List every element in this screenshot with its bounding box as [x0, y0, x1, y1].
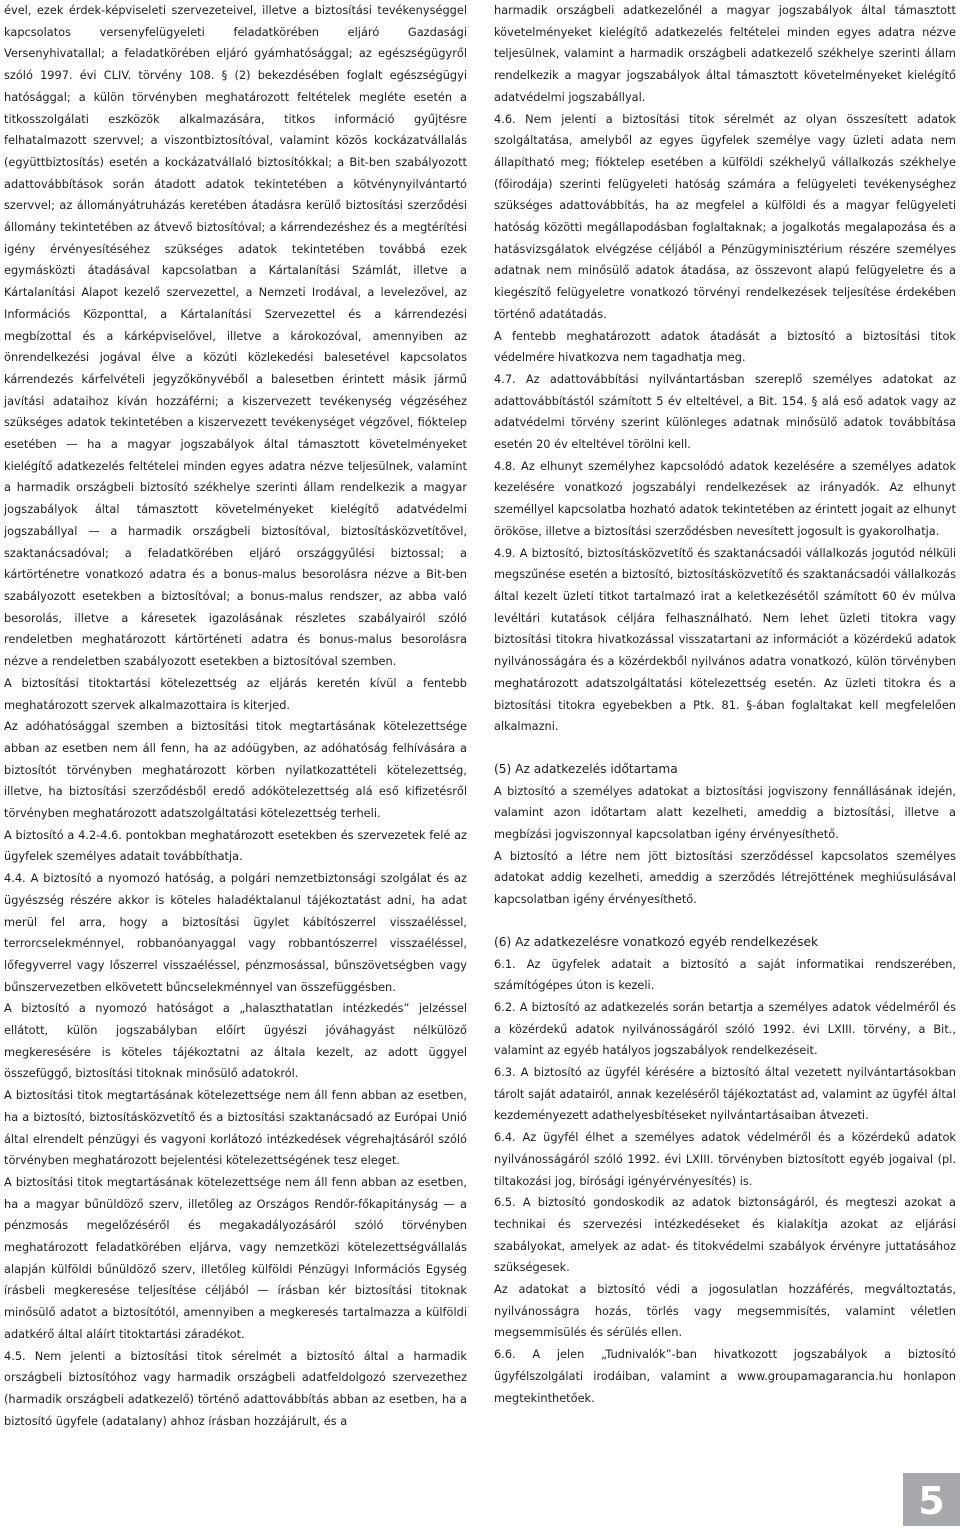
paragraph-money-laundering: A biztosítási titok megtartásának kötelezettsége nem áll fenn abban az esetben, ha a magyar bűnüldöző szerv, illetőleg az Országos Rendőr-főkapitányság — a pénzmosás megelőzéséről és megakadályozásáról szóló törvényben meghatározott feladatkörében eljárva, vagy nemzetközi kötelezettségvállalás alapján külföldi bűnüldöző szerv, illetőleg külföldi Pénzügyi Információs Egység írásbeli megkeresése teljesítése céljából — írásban kér biztosítási titoknak minősülő adatot a biztosítótól, amennyiben a megkeresés tartalmazza a külföldi adatkérő által aláírt titoktartási záradékot.	[4, 1174, 467, 1341]
paragraph-6-3: 6.3. A biztosító az ügyfél kérésére a biztosító által vezetett nyilvántartásokban tárolt saját adatairól, annak kezeléséről tájékoztatást ad, valamint az ügyfél által kezdeményezett adathelyesbítéseket nyilvántartásaiban átvezeti.	[494, 1065, 956, 1123]
paragraph-4-5: 4.5. Nem jelenti a biztosítási titok sérelmét a biztosító által a harmadik országbeli biztosítóhoz vagy harmadik országbeli adatfeldolgozó szervezethez (harmadik országbeli adatkezelő) történő adattovábbítás abban az esetben, ha a biztosító ügyfele (adatalany) ahhoz írásban hozzájárult, és a	[4, 1348, 467, 1428]
right-column	[494, 0, 956, 1409]
paragraph-4-7: 4.7. Az adattovábbítási nyilvántartásban szereplő személyes adatokat az adattovábbítástól számított 5 év elteltével, a Bit. 154. § alá eső adatok vagy az adatvédelmi törvény szerint különleges adatnak minősülő adatok továbbítása esetén 20 év elteltével törölni kell.	[494, 371, 956, 452]
paragraph-4-6: 4.6. Nem jelenti a biztosítási titok sérelmét az olyan összesített adatok szolgáltatása, amelyből az egyes ügyfelek személye vagy üzleti adata nem állapítható meg; fióktelep esetében a külföldi székhelyű vállalkozás székhelye (főirodája) szerinti felügyeleti hatóság számára a felügyeleti tevékenységhez szükséges adattovábbítás, ha az megfelel a külföldi és a magyar felügyeleti hatóság közötti megállapodásban foglaltaknak; a jogalkotás megalapozása és a hatásvizsgálatok elvégzése céljából a Pénzügyminisztérium részére személyes adatnak nem minősülő adatok átadása, az összevont alapú felügyeletre és a kiegészítő felügyeletre vonatkozó törvényi rendelkezések teljesítése érdekében történő adatátadás.	[494, 111, 956, 321]
paragraph-6-5: 6.5. A biztosító gondoskodik az adatok biztonságáról, és megteszi azokat a technikai és szervezési intézkedéseket és kialakítja azokat az eljárási szabályokat, amelyek az adat- és titokvédelmi szabályok érvényre juttatásához szükségesek.	[494, 1195, 956, 1275]
paragraph-6-2: 6.2. A biztosító az adatkezelés során betartja a személyes adatok védelméről és a közérdekű adatok nyilvánosságáról szóló 1992. évi LXIII. törvény, a Bit., valamint az egyéb hatályos jogszabályok rendelkezéseit.	[494, 999, 956, 1058]
section-heading-retention: (5) Az adatkezelés időtartama	[494, 761, 678, 776]
paragraph-tax-authority: Az adóhatósággal szemben a biztosítási titok megtartásának kötelezettsége abban az esetben nem áll fenn, ha az adóügyben, az adóhatóság felhívására a biztosítót törvényben meghatározott körben nyilatkozattételi kötelezettség, illetve, ha biztosítási szerződésből eredő adókötelezettség alá eső kifizetésről törvényben meghatározott adatszolgáltatási kötelezettség terheli.	[4, 719, 467, 821]
paragraph-6-6: 6.6. A jelen „Tudnivalók”-ban hivatkozott jogszabályok a biztosító ügyfélszolgálati irodáiban, valamint a www.groupamagarancia.hu honlapon megtekinthetőek.	[494, 1347, 956, 1405]
paragraph-no-refusal: A fentebb meghatározott adatok átadását a biztosító a biztosítási titok védelmére hivatkozva nem tagadhatja meg.	[494, 328, 956, 365]
paragraph-retention-1: A biztosító a személyes adatokat a biztosítási jogviszony fennállásának idején, valamint azon időtartam alatt kezelheti, ameddig a biztosítási, illetve a megbízási jogviszonnyal kapcsolatban igény érvényesíthető.	[494, 783, 956, 842]
paragraph-6-4: 6.4. Az ügyfél élhet a személyes adatok védelméről és a közérdekű adatok nyilvánosságáról szóló 1992. évi LXIII. törvényben biztosított egyéb jogaival (pl. tiltakozási jog, bírósági igényérvényesítés) is.	[494, 1130, 956, 1188]
paragraph-data-protection: Az adatokat a biztosító védi a jogosulatlan hozzáférés, megváltoztatás, nyilvánosságra hozás, törlés vagy megsemmisítés, valamint véletlen megsemmisülés és sérülés ellen.	[494, 1282, 956, 1340]
paragraph-eu-restrictions: A biztosítási titok megtartásának kötelezettsége nem áll fenn abban az esetben, ha a biztosító, biztosításközvetítő és a biztosítási szaktanácsadó az Európai Unió által elrendelt pénzügyi és vagyoni korlátozó intézkedések végrehajtásáról szóló törvényben meghatározott bejelentési kötelezettségének tesz eleget.	[4, 1088, 467, 1168]
paragraph-4-9: 4.9. A biztosító, biztosításközvetítő és szaktanácsadói vállalkozás jogutód nélküli megszűnése esetén a biztosító, biztosításközvetítő és szaktanácsadói vállalkozás által kezelt üzleti titkot tartalmazó irat a keletkezésétől számított 60 év múlva levéltári kutatások céljára felhasználható. Nem lehet üzleti titokra vagy biztosítási titokra hivatkozással visszatartani az információt a közérdekű adatok nyilvánosságára és a közérdekből nyilvános adatra vonatkozó, külön törvényben meghatározott adatszolgáltatási kötelezettség esetén. Az üzleti titokra és a biztosítási titokra egyebekben a Ptk. 81. §-ában foglaltakat kell megfelelően alkalmazni.	[494, 545, 956, 734]
left-column	[4, 0, 467, 1432]
page-number-badge: 5	[903, 1473, 960, 1526]
paragraph-4-8: 4.8. Az elhunyt személyhez kapcsolódó adatok kezelésére a személyes adatok kezelésére vonatkozó jogszabályi rendelkezések az irányadók. Az elhunyt személlyel kapcsolatba hozható adatok tekintetében az érintett jogait az elhunyt örököse, illetve a biztosítási szerződésben nevesített jogosult is gyakorolhatja.	[494, 458, 956, 538]
section-heading-other-provisions: (6) Az adatkezelésre vonatkozó egyéb rendelkezések	[494, 934, 819, 949]
paragraph-4-4: 4.4. A biztosító a nyomozó hatóság, a polgári nemzetbiztonsági szolgálat és az ügyészség részére akkor is köteles haladéktalanul tájékoztatást adni, ha adat merül fel arra, hogy a biztosítási ügylet kábítószerrel visszaéléssel, terrorcselekménnyel, robbanóanyaggal vagy robbantószerrel visszaéléssel, lőfegyverrel vagy lőszerrel visszaéléssel, pénzmosással, bűnszövetségben vagy bűnszervezetben elkövetett bűncselekménnyel van összefüggésben.	[4, 871, 467, 994]
paragraph-third-country: harmadik országbeli adatkezelőnél a magyar jogszabályok által támasztott követelményeket kielégítő adatkezelés feltételei minden egyes adatra nézve teljesülnek, valamint a harmadik országbeli adatkezelő székhelye szerinti állam rendelkezik a magyar jogszabályok által támasztott követelményeket kielégítő adatvédelmi jogszabállyal.	[494, 3, 956, 104]
paragraph-urgent-measure: A biztosító a nyomozó hatóságot a „halaszthatatlan intézkedés” jelzéssel ellátott, külön jogszabályban előírt ügyészi jóváhagyást nélkülöző megkeresésére is köteles tájékoztatni az általa kezelt, az adott üggyel összefüggő, biztosítási titoknak minősülő adatokról.	[4, 1001, 467, 1081]
paragraph-transfer-clients: A biztosító a 4.2-4.6. pontokban meghatározott esetekben és szervezetek felé az ügyfelek személyes adatait továbbíthatja.	[4, 827, 467, 864]
paragraph-retention-2: A biztosító a létre nem jött biztosítási szerződéssel kapcsolatos személyes adatokat addig kezelheti, ameddig a szerződés létrejöttének meghiúsulásával kapcsolatban igény érvényesíthető.	[494, 848, 956, 907]
paragraph-confidentiality-staff: A biztosítási titoktartási kötelezettség az eljárás keretén kívül a fentebb meghatározott szervek alkalmazottaira is kiterjed.	[4, 675, 467, 712]
paragraph-data-transfer-recipients: ével, ezek érdek-képviseleti szervezeteivel, illetve a biztosítási tevékenységgel kapcsolatos versenyfelügyeleti feladatkörében eljáró Gazdasági Versenyhivatallal; a feladatkörében eljáró gyámhatósággal; az egészségügyről szóló 1997. évi CLIV. törvény 108. § (2) bekezdésében foglalt egészségügyi hatósággal; a külön törvényben meghatározott feltételek megléte esetén a titkosszolgálati eszközök alkalmazására, titkos információ gyűjtésre felhatalmazott szervvel; a viszontbiztosítóval, valamint közös kockázatvállalás (együttbiztosítás) esetén a kockázatvállaló biztosítókkal; a Bit-ben szabályozott adattovábbítások során átadott adatok tekintetében a kötvénynyilvántartó szervvel; az állományátruházás keretében átadásra kerülő biztosítási szerződési állomány tekintetében az átvevő biztosítóval; a kárrendezéshez és a megtérítési igény érvényesítéséhez szükséges adatok tekintetében továbbá ezek egymásközti átadásával kapcsolatban a Kártalanítási Számlát, illetve a Kártalanítási Alapot kezelő szervezettel, a Nemzeti Irodával, a levelezővel, az Információs Központtal, a Kártalanítási Szervezettel és a kárrendezési megbízottal és a kárképviselővel, illetve a károkozóval, amennyiben az önrendelkezési jogával élve a közúti közlekedési balesetével kapcsolatos kárrendezés kárfelvételi jegyzőkönyvéből a balesetben érintett másik jármű javítási adataihoz kíván hozzáférni; a kiszervezett tevékenység végzéséhez szükséges adatok tekintetében a kiszervezett tevékenységet végzővel, fióktelep esetében — ha a magyar jogszabályok által támasztott követelményeket kielégítő adatkezelés feltételei minden egyes adatra nézve teljesülnek, valamint a harmadik országbeli biztosító székhelye szerinti állam rendelkezik a magyar jogszabályok által támasztott követelményeket kielégítő adatvédelmi jogszabállyal — a harmadik országbeli biztosítóval, biztosításközvetítővel, szaktanácsadóval; a feladatkörében eljáró országgyűlési biztossal; a kártörténetre vonatkozó adatra és a bonus-malus besorolásra nézve a Bit-ben szabályozott esetekben a biztosítóval; a bonus-malus rendszer, az abba való besorolás, illetve a káresetek igazolásának részletes szabályairól szóló rendeletben meghatározott kártörténeti adatra és bonus-malus besorolásra nézve a rendeletben szabályozott esetekben a biztosítóval szemben.	[4, 3, 467, 669]
paragraph-6-1: 6.1. Az ügyfelek adatait a biztosító a saját informatikai rendszerében, számítógépes úton is kezeli.	[494, 956, 956, 993]
